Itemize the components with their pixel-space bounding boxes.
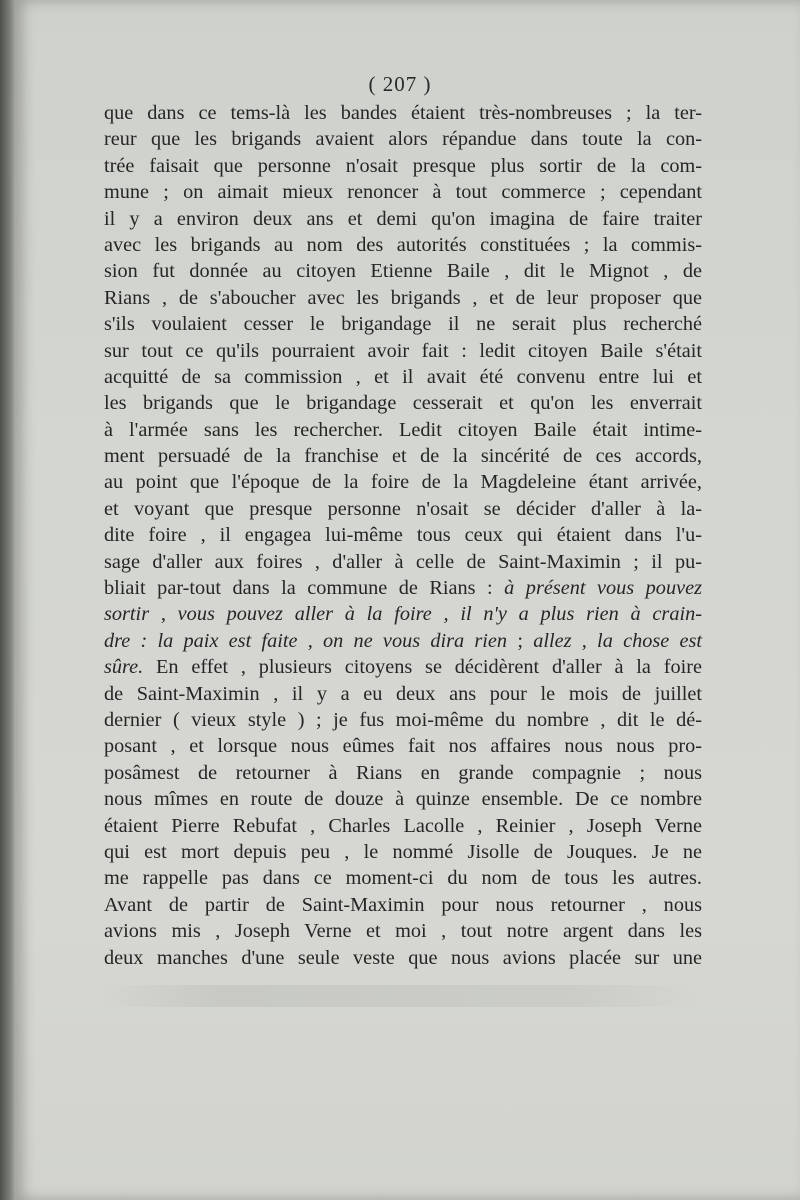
- text-line: Rians , de s'aboucher avec les brigands , et de leur proposer que: [104, 286, 702, 309]
- italic-run: allez , la chose est: [533, 629, 703, 652]
- text-line: nous mîmes en route de douze à quinze ensemble. De ce nombre: [104, 788, 702, 811]
- text-line: deux manches d'une seule veste que nous avions placée sur une: [104, 946, 702, 969]
- italic-run: dre : la paix est faite , on ne vous dira rien: [104, 629, 508, 652]
- text-line: posant , et lorsque nous eûmes fait nos affaires nous nous pro-: [104, 735, 702, 758]
- book-gutter: [0, 0, 14, 1200]
- text-line: sion fut donnée au citoyen Etienne Baile , dit le Mignot , de: [104, 260, 702, 283]
- italic-run: sûre.: [104, 656, 144, 679]
- bleed-through-shadow: [100, 985, 700, 1007]
- text-line-mixed: [104, 575, 702, 601]
- text-line: et voyant que presque personne n'osait se décider d'aller à la-: [104, 497, 702, 520]
- text-line: étaient Pierre Rebufat , Charles Lacolle , Reinier , Joseph Verne: [104, 814, 702, 837]
- text-line: à l'armée sans les rechercher. Ledit citoyen Baile était intime-: [104, 418, 702, 441]
- text-line: acquitté de sa commission , et il avait été convenu entre lui et: [104, 365, 702, 388]
- text-line: de Saint-Maximin , il y a eu deux ans pour le mois de juillet: [104, 682, 702, 705]
- text-line: il y a environ deux ans et demi qu'on imagina de faire traiter: [104, 207, 702, 230]
- text-line: avions mis , Joseph Verne et moi , tout notre argent dans les: [104, 920, 702, 943]
- text-line: sage d'aller aux foires , d'aller à celle de Saint-Maximin ; il pu-: [104, 550, 702, 573]
- text-run: bliait par-tout dans la commune de Rians :: [104, 577, 505, 600]
- text-line: que dans ce tems-là les bandes étaient très-nombreuses ; la ter-: [104, 102, 702, 124]
- italic-run: à présent vous pouvez: [504, 577, 702, 600]
- text-line: avec les brigands au nom des autorités constituées ; la commis-: [104, 233, 702, 256]
- text-line-mixed: [104, 628, 702, 654]
- text-line: Avant de partir de Saint-Maximin pour nous retourner , nous: [104, 893, 702, 916]
- italic-line: sortir , vous pouvez aller à la foire , il n'y a plus rien à crain-: [104, 603, 702, 626]
- text-line: dite foire , il engagea lui-même tous ceux qui étaient dans l'u-: [104, 524, 702, 547]
- text-line: au point que l'époque de la foire de la Magdeleine étant arrivée,: [104, 471, 702, 494]
- text-line: sur tout ce qu'ils pourraient avoir fait : ledit citoyen Baile s'était: [104, 339, 702, 362]
- text-line: posâmest de retourner à Rians en grande compagnie ; nous: [104, 761, 702, 784]
- page-number: ( 207 ): [368, 72, 432, 96]
- text-line: dernier ( vieux style ) ; je fus moi-même du nombre , dit le dé-: [104, 708, 702, 731]
- text-line: les brigands que le brigandage cesserait et qu'on les enverrait: [104, 392, 702, 415]
- text-line: ment persuadé de la franchise et de la sincérité de ces accords,: [104, 445, 702, 468]
- text-line: qui est mort depuis peu , le nommé Jisolle de Jouques. Je ne: [104, 840, 702, 863]
- body-text: [104, 100, 702, 971]
- text-line: reur que les brigands avaient alors répandue dans toute la con-: [104, 128, 702, 151]
- text-line: mune ; on aimait mieux renoncer à tout commerce ; cependant: [104, 181, 702, 204]
- text-line-mixed: [104, 654, 702, 680]
- text-line: s'ils voulaient cesser le brigandage il ne serait plus recherché: [104, 313, 702, 336]
- text-line: me rappelle pas dans ce moment-ci du nom de tous les autres.: [104, 867, 702, 890]
- text-line: trée faisait que personne n'osait presque plus sortir de la com-: [104, 154, 702, 177]
- text-run: En effet , plusieurs citoyens se décidèrent d'aller à la foire: [143, 656, 702, 679]
- text-run: ;: [507, 629, 534, 652]
